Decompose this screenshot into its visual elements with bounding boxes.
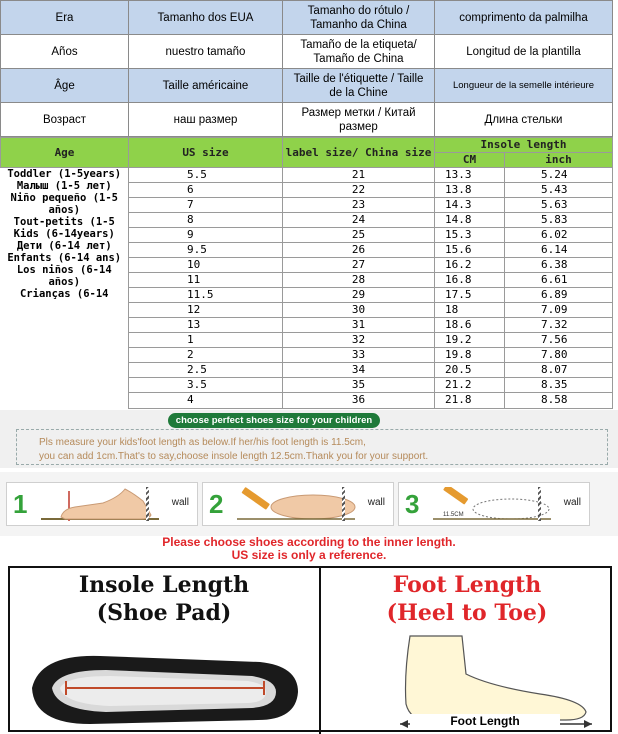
- header-row-es: [1, 35, 613, 69]
- us-size-cell: 12: [129, 303, 283, 318]
- age-group-label: Kids (6-14years): [13, 228, 115, 240]
- insole-inch-cell: 6.61: [505, 273, 613, 288]
- wall-hatch-icon: [342, 487, 345, 521]
- age-header: Age: [1, 138, 129, 168]
- us-size-cell: 4: [129, 393, 283, 408]
- inch-header: inch: [505, 153, 613, 168]
- header-cell: Años: [1, 35, 129, 69]
- insole-cm-cell: 16.2: [435, 258, 505, 273]
- insole-cm-cell: 19.8: [435, 348, 505, 363]
- us-size-cell: 9.5: [129, 243, 283, 258]
- us-size-cell: 5.5: [129, 168, 283, 183]
- china-size-cell: 24: [283, 213, 435, 228]
- insole-cm-cell: 20.5: [435, 363, 505, 378]
- us-size-cell: 9: [129, 228, 283, 243]
- insole-inch-cell: 7.56: [505, 333, 613, 348]
- header-cell: Longitud de la plantilla: [435, 35, 613, 69]
- age-group-cell: [1, 168, 129, 409]
- insole-inch-cell: 5.63: [505, 198, 613, 213]
- insole-inch-cell: 5.43: [505, 183, 613, 198]
- insole-cm-cell: 18: [435, 303, 505, 318]
- china-size-cell: 27: [283, 258, 435, 273]
- header-cell: Longueur de la semelle intérieure: [435, 69, 613, 103]
- notice-line: Please choose shoes according to the inner length.: [162, 535, 456, 549]
- wall-label: wall: [563, 497, 581, 508]
- panel-divider: [319, 568, 321, 734]
- foot-length-title: Foot Length: [392, 572, 542, 598]
- step-2-box: [202, 482, 394, 526]
- label-size-header: label size/ China size: [283, 138, 435, 168]
- us-size-cell: 10: [129, 258, 283, 273]
- china-size-cell: 22: [283, 183, 435, 198]
- choose-size-pill: choose perfect shoes size for your children: [168, 413, 380, 428]
- china-size-cell: 28: [283, 273, 435, 288]
- measure-steps: [0, 472, 618, 536]
- insole-inch-cell: 6.38: [505, 258, 613, 273]
- foot-ruler-icon: [41, 487, 161, 523]
- step-number: 2: [209, 489, 224, 519]
- header-cell: Taille américaine: [129, 69, 283, 103]
- china-size-cell: 34: [283, 363, 435, 378]
- header-cell: comprimento da palmilha: [435, 1, 613, 35]
- china-size-cell: 36: [283, 393, 435, 408]
- size-row: [1, 168, 613, 183]
- age-group-label: Toddler (1-5years): [7, 168, 122, 180]
- insole-cm-cell: 13.3: [435, 168, 505, 183]
- china-size-cell: 35: [283, 378, 435, 393]
- age-group-label: Дети (6-14 лет): [16, 240, 112, 252]
- insole-inch-cell: 6.14: [505, 243, 613, 258]
- insole-inch-cell: 8.35: [505, 378, 613, 393]
- header-cell: Tamanho dos EUA: [129, 1, 283, 35]
- age-group-label: Los niños (6-14 años): [16, 264, 112, 288]
- insole-cm-cell: 16.8: [435, 273, 505, 288]
- notice-line: US size is only a reference.: [231, 548, 387, 562]
- us-size-cell: 6: [129, 183, 283, 198]
- age-group-label: Niño pequeño (1-5 años): [10, 192, 118, 216]
- insole-length-title: Insole Length: [78, 572, 250, 598]
- measure-note-line: Pls measure your kids'foot length as below.If her/his foot length is 11.5cm,: [39, 437, 366, 448]
- header-cell: наш размер: [129, 103, 283, 137]
- us-size-cell: 1: [129, 333, 283, 348]
- header-row-pt: [1, 1, 613, 35]
- size-header-row: [1, 138, 613, 153]
- insole-cm-cell: 21.8: [435, 393, 505, 408]
- insole-cm-cell: 15.6: [435, 243, 505, 258]
- insole-inch-cell: 6.89: [505, 288, 613, 303]
- wall-hatch-icon: [146, 487, 149, 521]
- measure-note: [16, 429, 608, 465]
- wall-hatch-icon: [538, 487, 541, 521]
- us-size-cell: 2: [129, 348, 283, 363]
- insole-inch-cell: 5.83: [505, 213, 613, 228]
- us-size-cell: 8: [129, 213, 283, 228]
- insole-cm-cell: 14.8: [435, 213, 505, 228]
- insole-photo-icon: [30, 648, 300, 726]
- header-cell: Длина стельки: [435, 103, 613, 137]
- insole-cm-cell: 14.3: [435, 198, 505, 213]
- china-size-cell: 23: [283, 198, 435, 213]
- header-cell: Tamanho do rótulo / Tamanho da China: [283, 1, 435, 35]
- pencil-trace-icon: [237, 487, 357, 523]
- measure-note-line: you can add 1cm.That's to say,choose insole length 12.5cm.Thank you for your support.: [39, 451, 429, 462]
- step-number: 1: [13, 489, 28, 519]
- us-size-cell: 13: [129, 318, 283, 333]
- multilingual-header-table: [0, 0, 613, 137]
- age-group-label: Малыш (1-5 лет): [16, 180, 112, 192]
- foot-length-caption: Foot Length: [410, 714, 560, 728]
- insole-cm-cell: 19.2: [435, 333, 505, 348]
- header-cell: Era: [1, 1, 129, 35]
- heel-to-toe-subtitle: (Heel to Toe): [386, 600, 548, 626]
- insole-cm-cell: 17.5: [435, 288, 505, 303]
- header-cell: Taille de l'étiquette / Taille de la Chine: [283, 69, 435, 103]
- us-size-cell: 11.5: [129, 288, 283, 303]
- insole-cm-cell: 13.8: [435, 183, 505, 198]
- china-size-cell: 33: [283, 348, 435, 363]
- china-size-cell: 29: [283, 288, 435, 303]
- insole-cm-cell: 15.3: [435, 228, 505, 243]
- insole-cm-cell: 18.6: [435, 318, 505, 333]
- header-cell: Âge: [1, 69, 129, 103]
- age-group-label: Enfants (6-14 ans): [7, 252, 122, 264]
- insole-inch-cell: 8.58: [505, 393, 613, 408]
- china-size-cell: 21: [283, 168, 435, 183]
- shoe-pad-subtitle: (Shoe Pad): [96, 600, 232, 626]
- header-row-ru: [1, 103, 613, 137]
- insole-inch-cell: 7.80: [505, 348, 613, 363]
- instruction-banner: [0, 410, 618, 468]
- us-size-header: US size: [129, 138, 283, 168]
- insole-length-header: Insole length: [435, 138, 613, 153]
- cm-header: CM: [435, 153, 505, 168]
- us-size-cell: 7: [129, 198, 283, 213]
- header-cell: Tamaño de la etiqueta/ Tamaño de China: [283, 35, 435, 69]
- insole-inch-cell: 5.24: [505, 168, 613, 183]
- step-3-box: [398, 482, 590, 526]
- insole-inch-cell: 8.07: [505, 363, 613, 378]
- inner-length-notice: [0, 536, 618, 562]
- header-cell: Размер метки / Китай размер: [283, 103, 435, 137]
- header-cell: Возраст: [1, 103, 129, 137]
- us-size-cell: 3.5: [129, 378, 283, 393]
- us-size-cell: 2.5: [129, 363, 283, 378]
- china-size-cell: 26: [283, 243, 435, 258]
- age-group-label: Tout-petits (1-5: [13, 216, 115, 228]
- header-row-fr: [1, 69, 613, 103]
- us-size-cell: 11: [129, 273, 283, 288]
- header-cell: nuestro tamaño: [129, 35, 283, 69]
- step-number: 3: [405, 489, 420, 519]
- size-chart-table: [0, 137, 613, 409]
- age-group-label: Crianças (6-14: [19, 288, 109, 300]
- china-size-cell: 31: [283, 318, 435, 333]
- wall-label: wall: [367, 497, 385, 508]
- insole-inch-cell: 6.02: [505, 228, 613, 243]
- china-size-cell: 32: [283, 333, 435, 348]
- length-comparison-panel: [8, 566, 612, 732]
- china-size-cell: 25: [283, 228, 435, 243]
- insole-inch-cell: 7.09: [505, 303, 613, 318]
- insole-cm-cell: 21.2: [435, 378, 505, 393]
- china-size-cell: 30: [283, 303, 435, 318]
- insole-inch-cell: 7.32: [505, 318, 613, 333]
- wall-label: wall: [171, 497, 189, 508]
- ruler-measure-label: 11.5CM: [443, 512, 464, 518]
- step-1-box: [6, 482, 198, 526]
